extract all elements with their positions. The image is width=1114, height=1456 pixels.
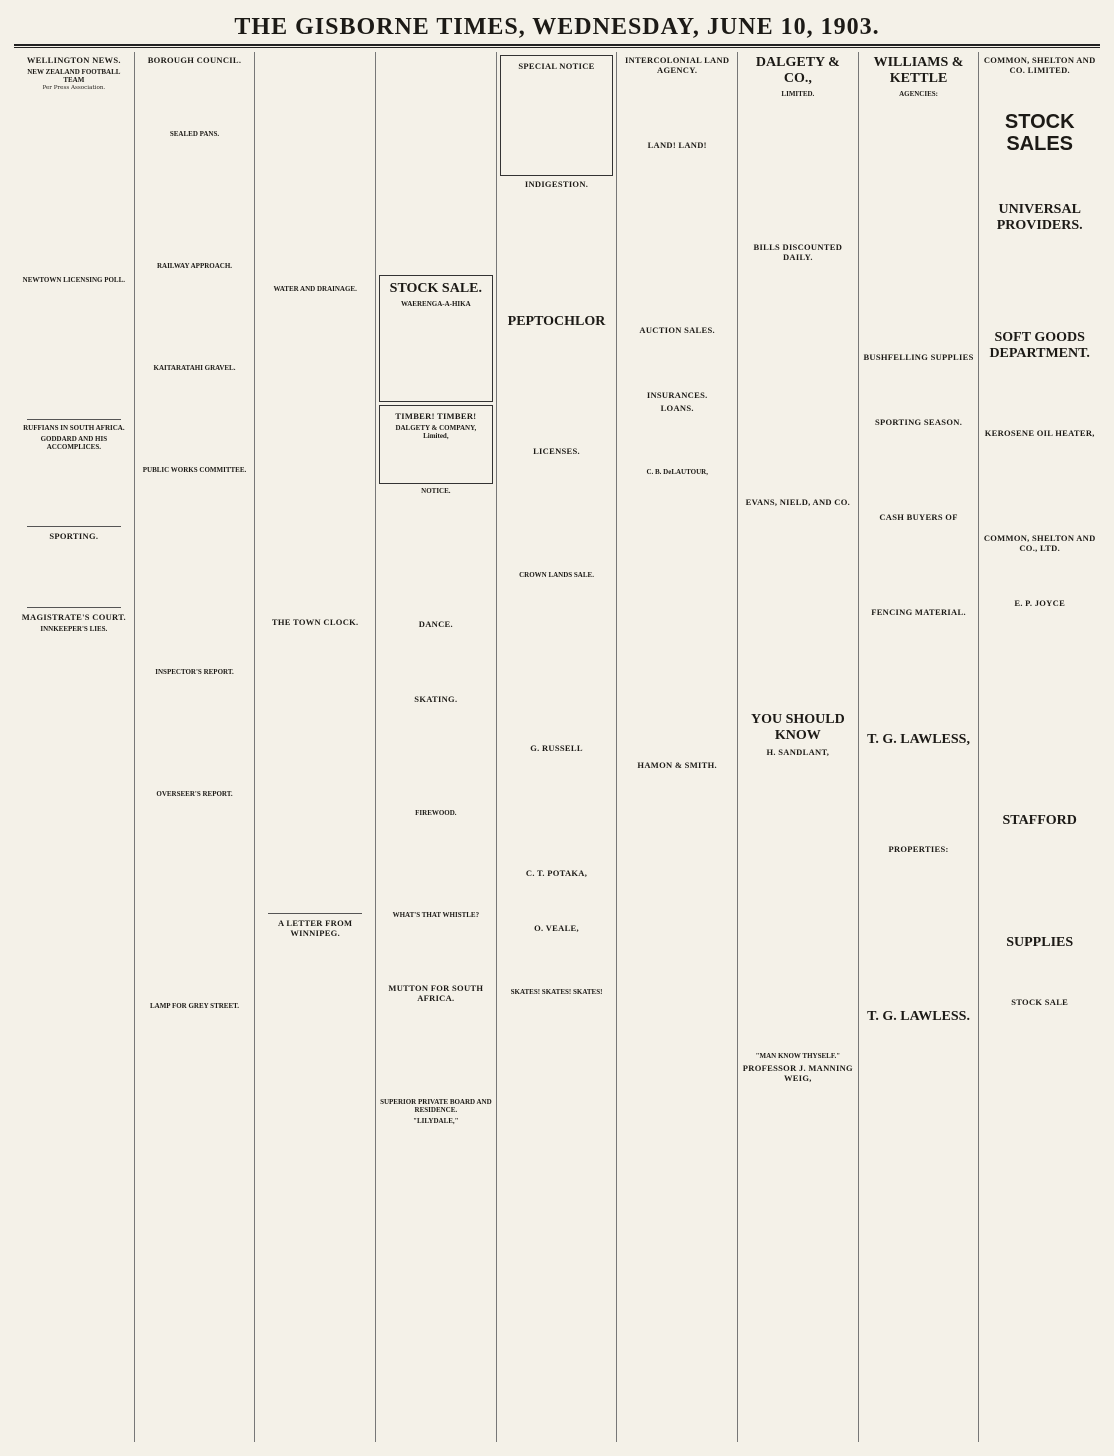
subheadline: LAMP FOR GREY STREET.	[149, 1002, 240, 1010]
body-text	[982, 440, 1097, 530]
subheadline: SUPERIOR PRIVATE BOARD AND RESIDENCE.	[380, 1098, 492, 1114]
headline: H. SANDLANT,	[766, 747, 830, 757]
advert-stock-sale	[379, 275, 493, 402]
headline: C. T. POTAKA,	[525, 868, 588, 878]
subheadline: "MAN KNOW THYSELF."	[755, 1052, 841, 1060]
body-text	[500, 755, 614, 865]
headline: MUTTON FOR SOUTH AFRICA.	[388, 983, 484, 1003]
headline: PROPERTIES:	[888, 844, 949, 854]
headline: COMMON, SHELTON AND CO. LIMITED.	[983, 55, 1096, 75]
headline: A LETTER FROM WINNIPEG.	[278, 918, 353, 938]
body-text	[500, 935, 614, 985]
headline: STOCK SALE	[1011, 997, 1069, 1007]
body-text	[379, 52, 493, 272]
column-2	[135, 52, 256, 1442]
headline: SPORTING.	[49, 531, 99, 542]
subheadline: NEW ZEALAND FOOTBALL TEAM	[27, 68, 121, 84]
headline: WILLIAMS & KETTLE	[873, 55, 964, 86]
headline: INTERCOLONIAL LAND AGENCY.	[625, 55, 730, 75]
subheadline: RAILWAY APPROACH.	[156, 262, 233, 270]
body-text	[982, 954, 1097, 994]
body-text	[138, 677, 252, 787]
body-text	[620, 415, 734, 465]
body-text	[982, 159, 1097, 199]
advert-body	[382, 309, 490, 399]
advert-subtitle: DALGETY & COMPANY, Limited,	[395, 424, 477, 440]
headline: INSURANCES.	[646, 390, 708, 400]
body-text	[258, 629, 372, 909]
body-text	[138, 271, 252, 361]
body-text	[500, 191, 614, 311]
headline: WELLINGTON NEWS.	[26, 55, 121, 65]
body-text	[500, 333, 614, 443]
subheadline: CROWN LANDS SALE.	[519, 571, 594, 579]
body-text	[620, 152, 734, 322]
headline: O. VEALE,	[534, 923, 579, 933]
columns	[14, 52, 1100, 1442]
headline: HAMON & SMITH.	[637, 760, 717, 770]
subheadline: AGENCIES:	[899, 90, 938, 98]
body-text	[500, 580, 614, 740]
headline: UNIVERSAL PROVIDERS.	[996, 202, 1083, 233]
headline: BUSHFELLING SUPPLIES	[863, 352, 974, 362]
subheadline: C. B. DeLAUTOUR,	[646, 468, 708, 476]
masthead-rule	[14, 44, 1100, 48]
headline: BOROUGH COUNCIL.	[147, 55, 242, 65]
subheadline: INSPECTOR'S REPORT.	[155, 668, 234, 676]
subheadline: FIREWOOD.	[415, 809, 457, 817]
headline: YOU SHOULD KNOW	[751, 712, 845, 743]
body-text	[741, 99, 855, 239]
body-text	[982, 237, 1097, 327]
divider	[27, 607, 121, 608]
body-text	[379, 818, 493, 908]
subheadline: PUBLIC WORKS COMMITTEE.	[142, 466, 247, 474]
masthead: THE GISBORNE TIMES, WEDNESDAY, JUNE 10, 1903.	[234, 14, 880, 40]
body-text	[500, 880, 614, 920]
headline: BILLS DISCOUNTED DAILY.	[753, 242, 843, 262]
body-text	[862, 429, 976, 509]
subheadline: GODDARD AND HIS ACCOMPLICES.	[40, 435, 108, 452]
headline: SUPPLIES	[1006, 935, 1074, 950]
headline: E. P. JOYCE	[1014, 598, 1066, 608]
body-text	[982, 610, 1097, 810]
body-text	[17, 452, 131, 522]
headline: THE TOWN CLOCK.	[271, 617, 359, 627]
body-text	[862, 99, 976, 349]
body-text	[258, 52, 372, 282]
body-text	[138, 373, 252, 463]
subheadline: KAITARATAHI GRAVEL.	[153, 364, 236, 372]
headline: MAGISTRATE'S COURT.	[21, 612, 126, 623]
headline: STOCK SALES	[1004, 111, 1075, 155]
advert-subtitle: WAERENGA-A-HIKA	[401, 300, 471, 308]
body-text	[741, 759, 855, 1049]
body-text	[620, 337, 734, 387]
advert-title: SPECIAL NOTICE	[518, 61, 595, 71]
headline: T. G. LAWLESS,	[867, 732, 970, 747]
body-text	[862, 751, 976, 841]
body-text	[862, 856, 976, 1006]
body-text	[138, 475, 252, 665]
body-text	[17, 543, 131, 603]
body-text	[982, 555, 1097, 595]
subheadline: "LILYDALE,"	[413, 1117, 459, 1125]
headline: COMMON, SHELTON AND CO., LTD.	[983, 533, 1096, 553]
subheadline: NEWTOWN LICENSING POLL.	[22, 276, 126, 285]
headline: PEPTOCHLOR	[507, 314, 606, 329]
body-text	[500, 458, 614, 568]
body-text	[620, 477, 734, 757]
headline: PROFESSOR J. MANNING WEIG,	[742, 1063, 853, 1083]
headline: DALGETY & CO.,	[755, 55, 840, 86]
body-text	[379, 1005, 493, 1095]
body-text	[138, 139, 252, 259]
headline: G. RUSSELL	[530, 743, 583, 753]
headline: SOFT GOODS DEPARTMENT.	[989, 330, 1090, 361]
subheadline: LIMITED.	[781, 90, 815, 98]
subheadline: SKATES! SKATES! SKATES!	[510, 988, 603, 996]
column-7	[738, 52, 859, 1442]
headline: INDIGESTION.	[524, 179, 589, 189]
body-text	[379, 496, 493, 616]
subheadline: WATER AND DRAINAGE.	[273, 285, 357, 293]
body-text	[379, 631, 493, 691]
headline: CASH BUYERS OF	[879, 512, 958, 522]
body-text	[138, 799, 252, 999]
subheadline: RUFFIANS IN SOUTH AFRICA.	[23, 424, 125, 433]
advert-title: TIMBER! TIMBER!	[395, 411, 477, 421]
divider	[27, 419, 121, 420]
body-text	[862, 524, 976, 604]
advert-special-notice	[500, 55, 614, 176]
body-text	[982, 365, 1097, 425]
headline: KEROSENE OIL HEATER,	[984, 428, 1095, 438]
body-text	[379, 706, 493, 806]
body-text	[17, 93, 131, 273]
column-3	[255, 52, 376, 1442]
advert-body	[503, 73, 611, 173]
headline: AUCTION SALES.	[639, 325, 715, 335]
headline: LOANS.	[660, 403, 694, 413]
divider	[27, 526, 121, 527]
headline: SKATING.	[414, 694, 458, 704]
byline: Per Press Association.	[42, 85, 106, 91]
body-text	[982, 832, 1097, 932]
body-text	[741, 264, 855, 494]
column-8	[859, 52, 980, 1442]
column-9	[979, 52, 1100, 1442]
subheadline: SEALED PANS.	[169, 130, 220, 138]
column-4	[376, 52, 497, 1442]
divider	[268, 913, 362, 914]
body-text	[862, 619, 976, 729]
headline: STAFFORD	[1002, 813, 1077, 828]
headline: DANCE.	[418, 619, 453, 629]
subheadline: INNKEEPER'S LIES.	[40, 625, 108, 634]
column-1	[14, 52, 135, 1442]
body-text	[379, 920, 493, 980]
headline: EVANS, NIELD, AND CO.	[745, 497, 851, 507]
subheadline: NOTICE.	[421, 487, 451, 495]
subheadline: OVERSEER'S REPORT.	[156, 790, 233, 798]
column-5	[497, 52, 618, 1442]
headline: SPORTING SEASON.	[874, 417, 963, 427]
body-text	[17, 285, 131, 415]
body-text	[862, 364, 976, 414]
column-6	[617, 52, 738, 1442]
advert-title: STOCK SALE.	[389, 281, 483, 296]
body-text	[258, 294, 372, 614]
body-text	[138, 67, 252, 127]
body-text	[982, 77, 1097, 107]
headline: LAND! LAND!	[647, 140, 707, 150]
headline: FENCING MATERIAL.	[871, 607, 966, 617]
headline: LICENSES.	[533, 446, 580, 456]
headline: T. G. LAWLESS.	[867, 1009, 970, 1024]
advert-body	[382, 441, 490, 481]
advert-timber	[379, 405, 493, 484]
body-text	[620, 77, 734, 137]
body-text	[741, 509, 855, 709]
subheadline: WHAT'S THAT WHISTLE?	[392, 911, 480, 919]
